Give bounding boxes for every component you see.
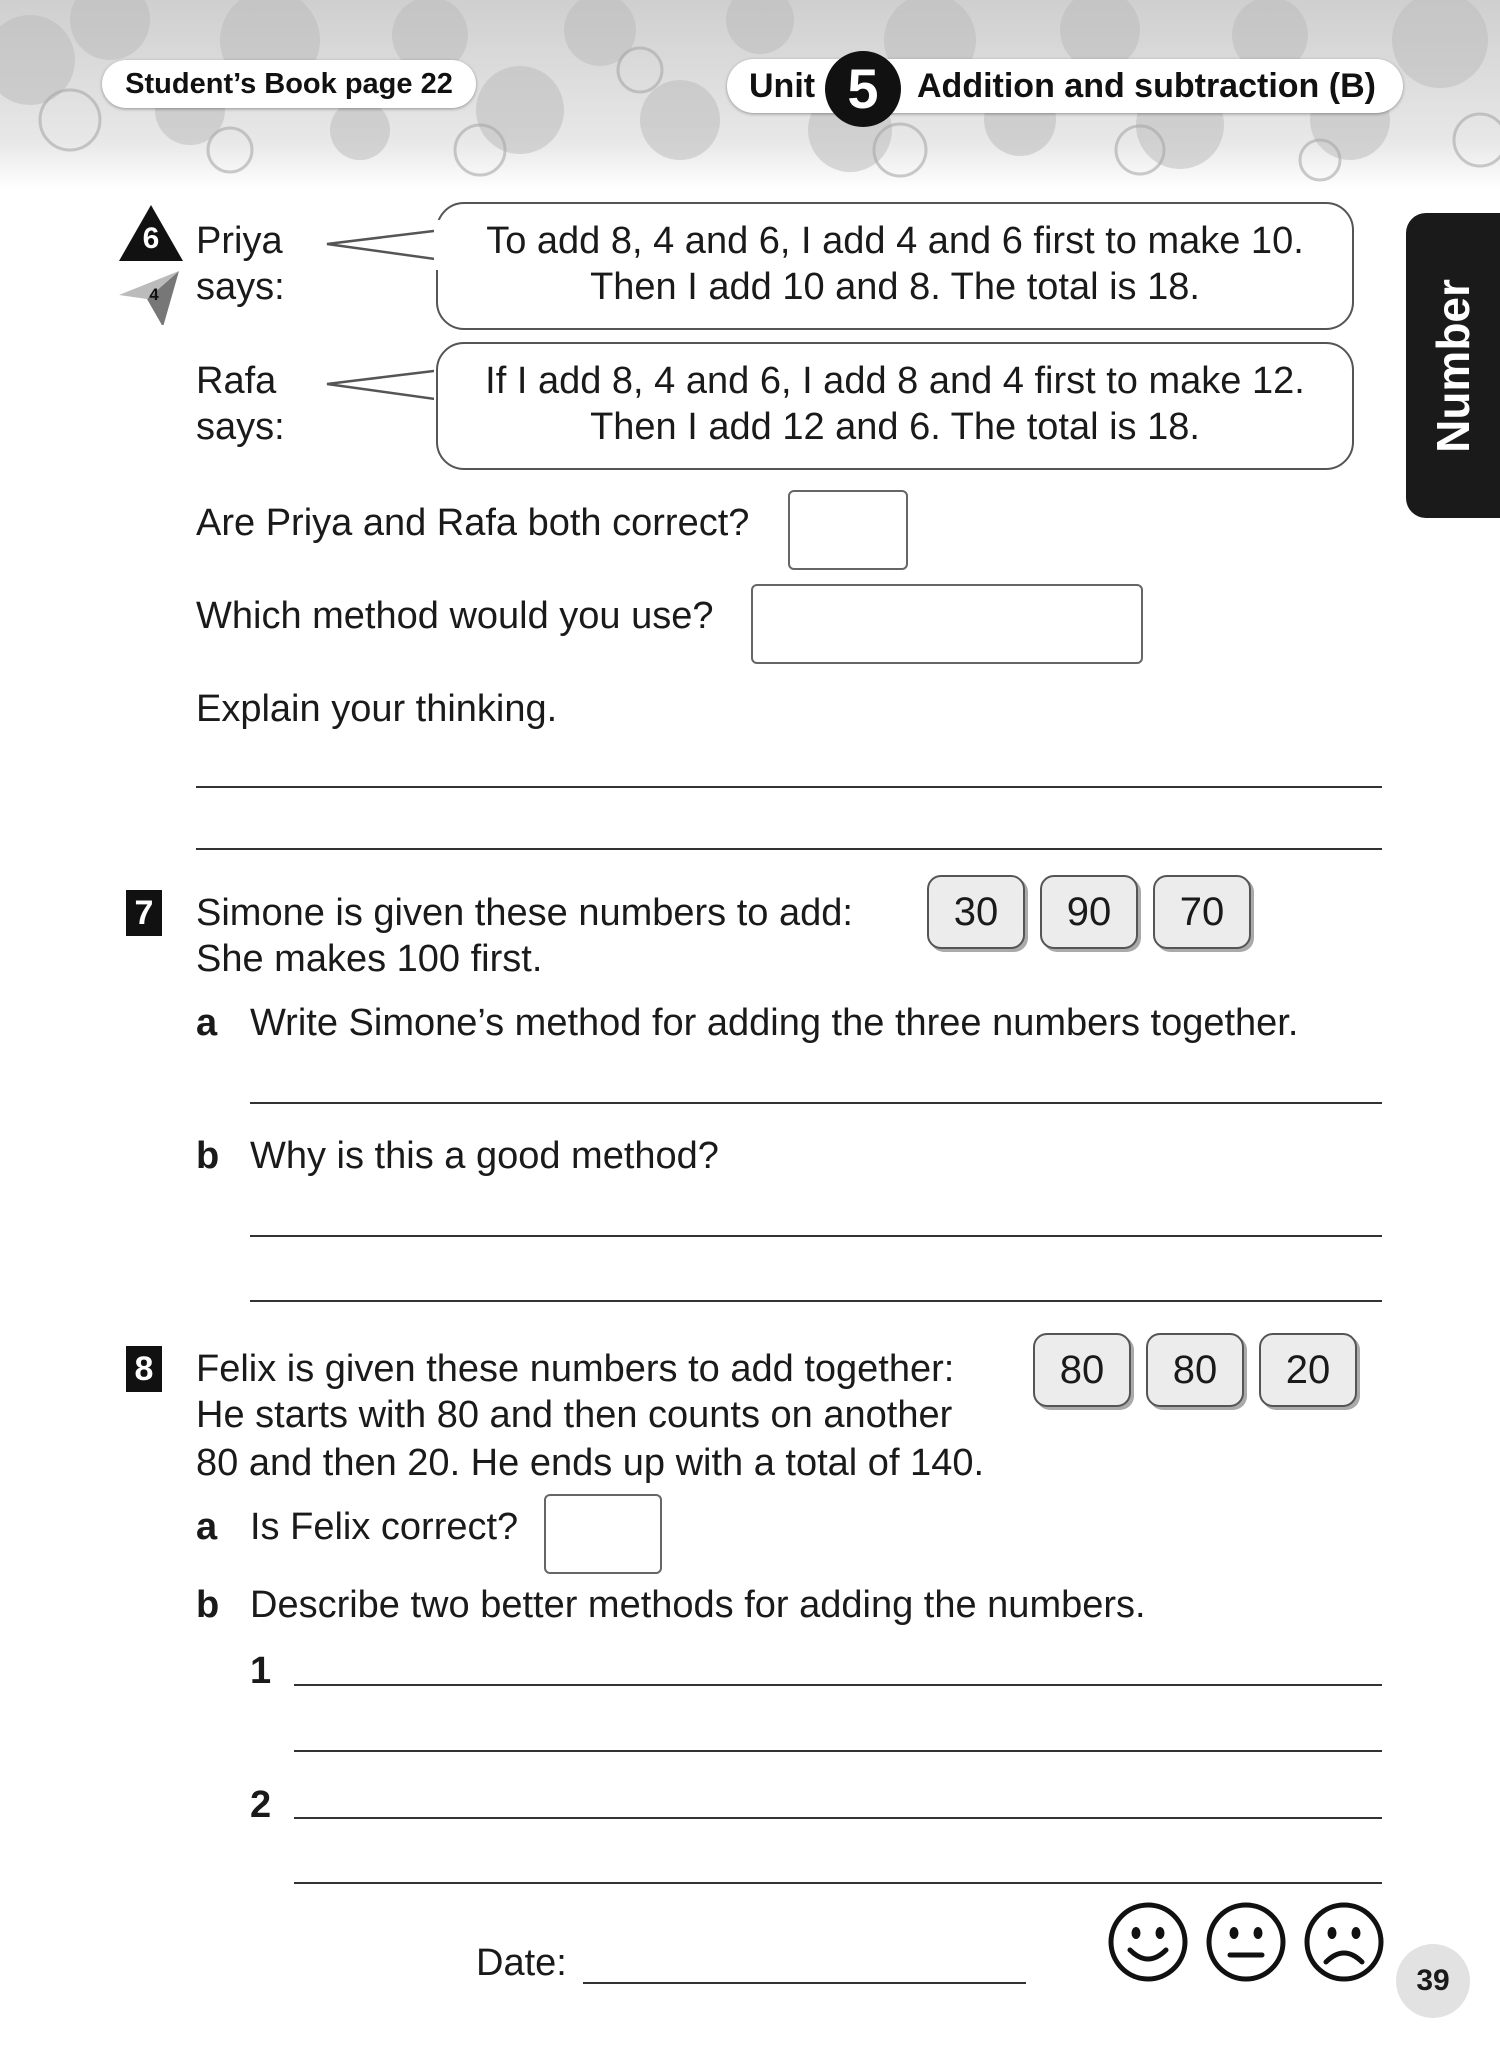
answer-line[interactable] xyxy=(196,786,1382,788)
answer-line[interactable] xyxy=(294,1882,1382,1884)
answer-line[interactable] xyxy=(294,1684,1382,1686)
priya-speech-bubble xyxy=(436,202,1354,330)
unit-header xyxy=(727,57,1403,120)
number-card: 90 xyxy=(1040,875,1138,949)
priya-speech-line-1: To add 8, 4 and 6, I add 4 and 6 first to make 10. xyxy=(486,220,1304,262)
question-7-number: 7 xyxy=(126,890,162,936)
unit-title: Addition and subtraction (B) xyxy=(917,67,1376,105)
method-2-label: 2 xyxy=(250,1784,272,1826)
rafa-speech-line-2: Then I add 12 and 6. The total is 18. xyxy=(590,406,1200,448)
answer-line[interactable] xyxy=(294,1750,1382,1752)
method-1-label: 1 xyxy=(250,1650,272,1692)
question-8a-label: a xyxy=(196,1506,218,1548)
question-7b-text: Why is this a good method? xyxy=(250,1135,719,1177)
neutral-face-icon[interactable] xyxy=(1204,1900,1288,1984)
happy-face-icon[interactable] xyxy=(1106,1900,1190,1984)
speech-pointer-icon xyxy=(325,228,445,268)
number-card: 80 xyxy=(1033,1333,1131,1407)
question-6-prompt-method: Which method would you use? xyxy=(196,595,714,637)
question-6-level: 4 xyxy=(149,285,159,304)
question-8-line-2: He starts with 80 and then counts on another xyxy=(196,1394,953,1436)
sad-face-icon[interactable] xyxy=(1302,1900,1386,1984)
question-6-badge xyxy=(117,203,185,325)
book-reference: Student’s Book page 22 xyxy=(102,60,476,108)
bubble-joint xyxy=(434,220,442,270)
number-card: 70 xyxy=(1153,875,1251,949)
number-card: 20 xyxy=(1259,1333,1357,1407)
question-6-prompt-correct: Are Priya and Rafa both correct? xyxy=(196,502,750,544)
question-8a-text: Is Felix correct? xyxy=(250,1506,519,1548)
question-7-line-2: She makes 100 first. xyxy=(196,938,543,980)
question-7a-text: Write Simone’s method for adding the three numbers together. xyxy=(250,1002,1299,1044)
question-7b-label: b xyxy=(196,1135,220,1177)
answer-line[interactable] xyxy=(250,1235,1382,1237)
question-8b-label: b xyxy=(196,1584,220,1626)
unit-number-badge: 5 xyxy=(825,51,901,127)
answer-box-both-correct[interactable] xyxy=(788,490,908,570)
answer-line[interactable] xyxy=(294,1817,1382,1819)
speaker-name-priya: Priya xyxy=(196,220,283,262)
answer-box-felix-correct[interactable] xyxy=(544,1494,662,1574)
rafa-speech-line-1: If I add 8, 4 and 6, I add 8 and 4 first to make 12. xyxy=(485,360,1305,402)
question-6-number: 6 xyxy=(142,222,160,255)
question-8-number: 8 xyxy=(126,1346,162,1392)
section-tab xyxy=(1406,213,1500,518)
number-card: 80 xyxy=(1146,1333,1244,1407)
speech-pointer-icon xyxy=(325,368,445,408)
date-label: Date: xyxy=(476,1942,567,1984)
answer-box-method[interactable] xyxy=(751,584,1143,664)
question-8b-text: Describe two better methods for adding the numbers. xyxy=(250,1584,1146,1626)
unit-label: Unit xyxy=(749,67,816,105)
answer-line[interactable] xyxy=(250,1300,1382,1302)
speaker-says-rafa: says: xyxy=(196,406,285,448)
speaker-name-rafa: Rafa xyxy=(196,360,277,402)
answer-line[interactable] xyxy=(250,1102,1382,1104)
priya-speech-line-2: Then I add 10 and 8. The total is 18. xyxy=(590,266,1200,308)
section-tab-label: Number xyxy=(1427,278,1479,453)
date-line[interactable] xyxy=(583,1982,1026,1984)
question-7-line-1: Simone is given these numbers to add: xyxy=(196,892,853,934)
answer-line[interactable] xyxy=(196,848,1382,850)
question-8-line-1: Felix is given these numbers to add together: xyxy=(196,1348,955,1390)
question-6-prompt-explain: Explain your thinking. xyxy=(196,688,558,730)
rafa-speech-bubble xyxy=(436,342,1354,470)
number-card: 30 xyxy=(927,875,1025,949)
question-7a-label: a xyxy=(196,1002,218,1044)
speaker-says-priya: says: xyxy=(196,266,285,308)
question-8-line-3: 80 and then 20. He ends up with a total of 140. xyxy=(196,1442,985,1484)
page-number: 39 xyxy=(1396,1944,1470,2018)
